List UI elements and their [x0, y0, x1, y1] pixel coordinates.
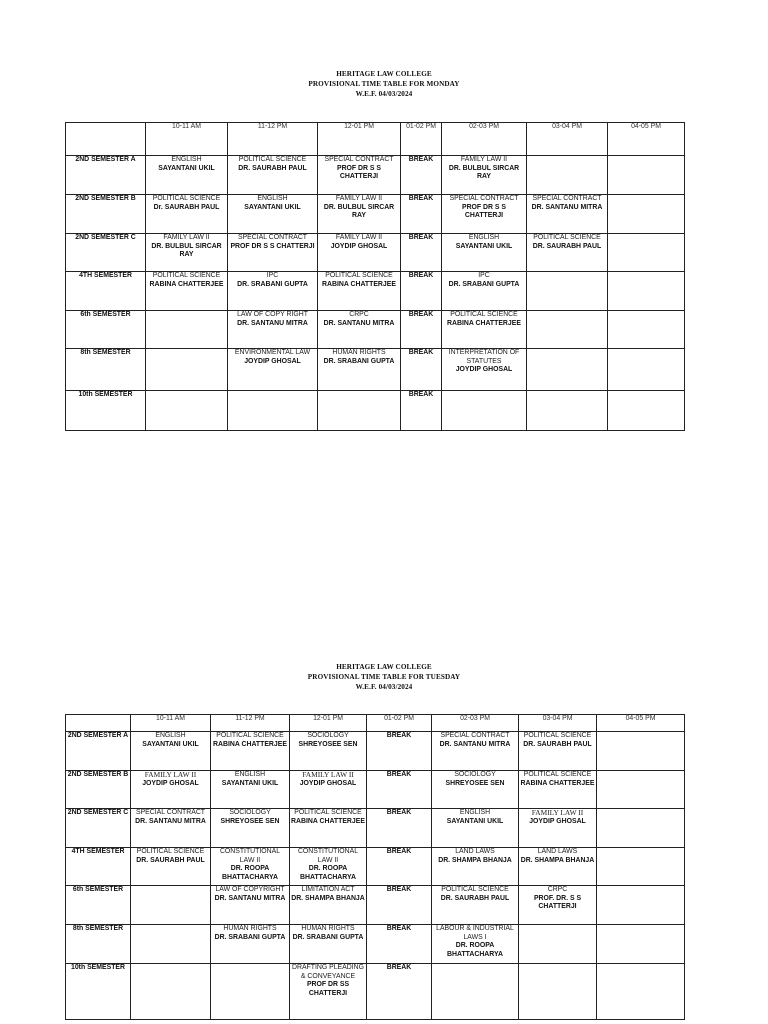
table-row [66, 349, 685, 391]
header-row [66, 123, 685, 156]
table-row [66, 771, 685, 809]
time-slot-header: 11-12 PM [228, 123, 318, 156]
subject-name: POLITICAL SCIENCE [325, 272, 393, 279]
empty-cell [597, 848, 685, 886]
class-cell [442, 349, 527, 391]
class-cell [290, 925, 367, 964]
empty-cell [608, 156, 685, 195]
subject-name: LAW OF COPYRIGHT [215, 886, 285, 893]
class-cell [211, 925, 290, 964]
subject-name: POLITICAL SCIENCE [136, 848, 205, 855]
subject-name: DRAFTING PLEADING & CONVEYANCE [292, 964, 364, 980]
empty-cell [146, 349, 228, 391]
teacher-name: DR. SAURABH PAUL [523, 740, 592, 748]
teacher-name: DR. BULBUL SIRCAR RAY [448, 164, 520, 181]
subject-name: FAMILY LAW II [335, 234, 383, 241]
subject-name: POLITICAL SCIENCE [152, 272, 221, 279]
class-cell [228, 272, 318, 311]
teacher-name: DR. SHAMPA BHANJA [291, 894, 365, 902]
subject-name: ENGLISH [468, 234, 500, 241]
subject-name: HUMAN RIGHTS [301, 925, 355, 932]
empty-cell [146, 391, 228, 431]
teacher-name: DR. ROOPA BHATTACHARYA [447, 942, 503, 958]
teacher-name: JOYDIP GHOSAL [455, 366, 513, 374]
subject-name: POLITICAL SCIENCE [523, 771, 592, 778]
class-cell [131, 732, 211, 771]
time-slot-header: 11-12 PM [211, 715, 290, 732]
tuesday-timetable [0, 663, 768, 997]
time-slot-header: 01-02 PM [401, 123, 442, 156]
effective-date: W.E.F. 04/03/2024 [355, 682, 413, 691]
class-cell [432, 886, 519, 925]
subject-name: POLITICAL SCIENCE [216, 732, 284, 739]
semester-label: 2ND SEMESTER C [66, 234, 146, 272]
time-slot-header: 12-01 PM [318, 123, 401, 156]
teacher-name: Dr. SAURABH PAUL [153, 203, 220, 211]
teacher-name: DR. SANTANU MITRA [237, 319, 308, 327]
teacher-name: DR. SANTANU MITRA [439, 740, 511, 748]
empty-cell [131, 925, 211, 964]
class-cell [290, 809, 367, 848]
class-cell [442, 156, 527, 195]
teacher-name: PROF DR S S CHATTERJI [461, 203, 507, 220]
subject-name: FAMILY LAW II [163, 234, 210, 241]
teacher-name: DR. SRABANI GUPTA [448, 280, 520, 288]
teacher-name: DR. SAURABH PAUL [238, 164, 307, 172]
subject-name: LAND LAWS [537, 848, 578, 855]
teacher-name: RABINA CHATTERJEE [520, 779, 595, 787]
teacher-name: SHREYOSEE SEN [445, 779, 505, 787]
time-slot-header: 04-05 PM [608, 123, 685, 156]
subject-name: LABOUR & INDUSTRIAL LAWS I [436, 925, 514, 941]
subject-name: POLITICAL SCIENCE [152, 195, 221, 202]
time-slot-header: 02-03 PM [432, 715, 519, 732]
class-cell [228, 311, 318, 349]
class-cell [211, 848, 290, 886]
teacher-name: DR. SANTANU MITRA [323, 319, 395, 327]
break-cell: BREAK [367, 771, 432, 809]
teacher-name: SAYANTANI UKIL [244, 203, 301, 211]
class-cell [318, 195, 401, 234]
break-cell: BREAK [401, 234, 442, 272]
teacher-name: DR. SRABANI GUPTA [237, 280, 308, 288]
class-cell [211, 809, 290, 848]
subject-name: SPECIAL CONTRACT [449, 195, 519, 202]
subject-name: SOCIOLOGY [454, 771, 496, 778]
college-name: HERITAGE LAW COLLEGE [336, 70, 432, 78]
empty-cell [527, 349, 608, 391]
subject-name: SPECIAL CONTRACT [237, 234, 308, 241]
class-cell [432, 925, 519, 964]
empty-cell [211, 964, 290, 1020]
semester-label: 2ND SEMESTER A [66, 732, 131, 771]
empty-cell [597, 886, 685, 925]
subject-name: FAMILY LAW II [531, 808, 584, 817]
break-cell: BREAK [401, 272, 442, 311]
subject-name: ENGLISH [234, 771, 266, 778]
teacher-name: PROF DR S S CHATTERJI [336, 164, 382, 181]
class-cell [318, 349, 401, 391]
time-slot-header: 12-01 PM [290, 715, 367, 732]
teacher-name: DR. SANTANU MITRA [214, 894, 286, 902]
break-cell: BREAK [401, 195, 442, 234]
subject-name: INTERPRETATION OF STATUTES [448, 349, 520, 365]
teacher-name: RABINA CHATTERJEE [322, 280, 396, 288]
class-cell [131, 809, 211, 848]
time-slot-header: 04-05 PM [597, 715, 685, 732]
empty-cell [597, 964, 685, 1020]
teacher-name: DR. SRABANI GUPTA [323, 357, 395, 365]
table-row [66, 234, 685, 272]
empty-cell [597, 809, 685, 848]
teacher-name: DR. ROOPA BHATTACHARYA [222, 865, 278, 881]
teacher-name: DR. SANTANU MITRA [135, 817, 206, 825]
class-cell [527, 195, 608, 234]
table-row [66, 391, 685, 431]
break-cell: BREAK [401, 156, 442, 195]
semester-label: 6th SEMESTER [66, 886, 131, 925]
subject-name: POLITICAL SCIENCE [294, 809, 362, 816]
teacher-name: SAYANTANI UKIL [158, 164, 215, 172]
tuesday-header [0, 663, 768, 692]
class-cell [290, 771, 367, 809]
time-slot-header: 03-04 PM [527, 123, 608, 156]
semester-label: 4TH SEMESTER [66, 272, 146, 311]
class-cell [519, 848, 597, 886]
table-row [66, 809, 685, 848]
break-cell: BREAK [367, 848, 432, 886]
class-cell [519, 809, 597, 848]
break-cell: BREAK [367, 732, 432, 771]
teacher-name: SHREYOSEE SEN [298, 740, 358, 748]
empty-cell [527, 272, 608, 311]
empty-cell [131, 964, 211, 1020]
monday-timetable [0, 70, 768, 398]
teacher-name: PROF DR SS CHATTERJI [306, 981, 350, 997]
empty-cell [527, 391, 608, 431]
class-cell [290, 848, 367, 886]
teacher-name: SAYANTANI UKIL [221, 779, 279, 787]
teacher-name: DR. SRABANI GUPTA [214, 933, 286, 941]
subject-name: LAW OF COPY RIGHT [237, 311, 308, 318]
class-cell [211, 886, 290, 925]
class-cell [442, 234, 527, 272]
teacher-name: JOYDIP GHOSAL [330, 242, 388, 250]
empty-cell [597, 771, 685, 809]
teacher-name: DR. ROOPA BHATTACHARYA [300, 865, 356, 881]
class-cell [290, 732, 367, 771]
table-row [66, 848, 685, 886]
empty-cell [131, 886, 211, 925]
teacher-name: RABINA CHATTERJEE [447, 319, 521, 327]
empty-cell [228, 391, 318, 431]
empty-cell [608, 311, 685, 349]
empty-cell [442, 391, 527, 431]
subject-name: POLITICAL SCIENCE [450, 311, 518, 318]
teacher-name: DR. SRABANI GUPTA [292, 933, 364, 941]
class-cell [228, 195, 318, 234]
subject-name: HUMAN RIGHTS [332, 349, 386, 356]
subject-name: CONSTITUTIONAL LAW II [297, 848, 359, 864]
table-row [66, 964, 685, 1020]
class-cell [527, 234, 608, 272]
subject-name: ENGLISH [459, 809, 491, 816]
teacher-name: JOYDIP GHOSAL [244, 357, 301, 365]
subject-name: FAMILY LAW II [460, 156, 508, 163]
teacher-name: SAYANTANI UKIL [142, 740, 199, 748]
subject-name: SOCIOLOGY [307, 732, 349, 739]
teacher-name: DR. SHAMPA BHANJA [438, 856, 512, 864]
class-cell [131, 848, 211, 886]
class-cell [318, 234, 401, 272]
class-cell [290, 964, 367, 1020]
teacher-name: DR. SAURABH PAUL [440, 894, 510, 902]
class-cell [318, 156, 401, 195]
empty-cell [608, 195, 685, 234]
semester-label: 10th SEMESTER [66, 391, 146, 431]
subject-name: SPECIAL CONTRACT [440, 732, 510, 739]
corner-cell [66, 715, 131, 732]
semester-label: 2ND SEMESTER A [66, 156, 146, 195]
teacher-name: JOYDIP GHOSAL [299, 779, 357, 787]
subject-name: IPC [266, 272, 279, 279]
class-cell [228, 349, 318, 391]
semester-label: 10th SEMESTER [66, 964, 131, 1020]
timetable-title: PROVISIONAL TIME TABLE FOR MONDAY [308, 79, 460, 88]
empty-cell [527, 311, 608, 349]
semester-label: 2ND SEMESTER B [66, 195, 146, 234]
empty-cell [597, 925, 685, 964]
subject-name: CONSTITUTIONAL LAW II [219, 848, 281, 864]
table-row [66, 886, 685, 925]
subject-name: SPECIAL CONTRACT [324, 156, 394, 163]
break-cell: BREAK [367, 925, 432, 964]
empty-cell [318, 391, 401, 431]
subject-name: SPECIAL CONTRACT [135, 809, 206, 816]
empty-cell [608, 391, 685, 431]
subject-name: POLITICAL SCIENCE [523, 732, 592, 739]
empty-cell [597, 732, 685, 771]
empty-cell [519, 964, 597, 1020]
college-name: HERITAGE LAW COLLEGE [336, 663, 432, 671]
empty-cell [608, 272, 685, 311]
semester-label: 8th SEMESTER [66, 349, 146, 391]
teacher-name: JOYDIP GHOSAL [142, 779, 199, 787]
subject-name: FAMILY LAW II [335, 195, 383, 202]
break-cell: BREAK [401, 349, 442, 391]
subject-name: ENGLISH [155, 732, 186, 739]
subject-name: POLITICAL SCIENCE [533, 234, 601, 241]
header-row [66, 715, 685, 732]
empty-cell [432, 964, 519, 1020]
teacher-name: DR. SAURABH PAUL [532, 242, 602, 250]
subject-name: LIMITATION ACT [301, 886, 355, 893]
class-cell [442, 195, 527, 234]
break-cell: BREAK [401, 391, 442, 431]
class-cell [211, 771, 290, 809]
subject-name: CRPC [547, 886, 568, 893]
empty-cell [608, 349, 685, 391]
semester-label: 4TH SEMESTER [66, 848, 131, 886]
teacher-name: DR. SAURABH PAUL [136, 856, 205, 864]
class-cell [146, 272, 228, 311]
break-cell: BREAK [401, 311, 442, 349]
effective-date: W.E.F. 04/03/2024 [355, 89, 413, 98]
subject-name: HUMAN RIGHTS [223, 925, 277, 932]
corner-cell [66, 123, 146, 156]
subject-name: SPECIAL CONTRACT [532, 195, 602, 202]
table-row [66, 195, 685, 234]
class-cell [211, 732, 290, 771]
class-cell [146, 234, 228, 272]
subject-name: SOCIOLOGY [229, 809, 271, 816]
break-cell: BREAK [367, 886, 432, 925]
teacher-name: SHREYOSEE SEN [220, 817, 280, 825]
break-cell: BREAK [367, 964, 432, 1020]
subject-name: LAND LAWS [455, 848, 495, 855]
teacher-name: SAYANTANI UKIL [446, 817, 504, 825]
table-row [66, 272, 685, 311]
time-slot-header: 03-04 PM [519, 715, 597, 732]
time-slot-header: 02-03 PM [442, 123, 527, 156]
subject-name: IPC [478, 272, 490, 279]
time-slot-header: 01-02 PM [367, 715, 432, 732]
teacher-name: JOYDIP GHOSAL [529, 817, 586, 825]
teacher-name: DR. SANTANU MITRA [531, 203, 603, 211]
class-cell [318, 311, 401, 349]
teacher-name: DR. BULBUL SIRCAR RAY [151, 242, 222, 259]
semester-label: 2ND SEMESTER C [66, 809, 131, 848]
class-cell [519, 732, 597, 771]
timetable-title: PROVISIONAL TIME TABLE FOR TUESDAY [307, 672, 461, 681]
semester-label: 6th SEMESTER [66, 311, 146, 349]
empty-cell [608, 234, 685, 272]
subject-name: FAMILY LAW II [144, 770, 197, 779]
class-cell [432, 809, 519, 848]
class-cell [228, 234, 318, 272]
class-cell [432, 771, 519, 809]
subject-name: FAMILY LAW II [302, 770, 354, 779]
table-row [66, 732, 685, 771]
table-row [66, 311, 685, 349]
time-slot-header: 10-11 AM [146, 123, 228, 156]
monday-header [0, 70, 768, 99]
subject-name: ENGLISH [257, 195, 288, 202]
class-cell [442, 272, 527, 311]
class-cell [519, 886, 597, 925]
teacher-name: PROF. DR. S S CHATTERJI [533, 894, 582, 911]
class-cell [146, 156, 228, 195]
teacher-name: RABINA CHATTERJEE [291, 817, 365, 825]
teacher-name: DR. BULBUL SIRCAR RAY [323, 203, 395, 220]
class-cell [290, 886, 367, 925]
subject-name: ENVIRONMENTAL LAW [234, 349, 311, 356]
teacher-name: DR. SHAMPA BHANJA [520, 856, 595, 864]
subject-name: POLITICAL SCIENCE [238, 156, 307, 163]
table-row [66, 925, 685, 964]
semester-label: 8th SEMESTER [66, 925, 131, 964]
monday-table [65, 122, 685, 431]
class-cell [318, 272, 401, 311]
table-row [66, 156, 685, 195]
class-cell [146, 195, 228, 234]
class-cell [442, 311, 527, 349]
empty-cell [519, 925, 597, 964]
time-slot-header: 10-11 AM [131, 715, 211, 732]
teacher-name: SAYANTANI UKIL [455, 242, 513, 250]
class-cell [519, 771, 597, 809]
tuesday-table [65, 714, 685, 1020]
class-cell [432, 732, 519, 771]
subject-name: POLITICAL SCIENCE [441, 886, 509, 893]
subject-name: ENGLISH [171, 156, 202, 163]
class-cell [432, 848, 519, 886]
empty-cell [527, 156, 608, 195]
class-cell [131, 771, 211, 809]
class-cell [228, 156, 318, 195]
empty-cell [146, 311, 228, 349]
subject-name: CRPC [349, 311, 369, 318]
teacher-name: RABINA CHATTERJEE [213, 740, 287, 748]
semester-label: 2ND SEMESTER B [66, 771, 131, 809]
break-cell: BREAK [367, 809, 432, 848]
teacher-name: RABINA CHATTERJEE [149, 280, 224, 288]
teacher-name: PROF DR S S CHATTERJI [230, 242, 315, 250]
